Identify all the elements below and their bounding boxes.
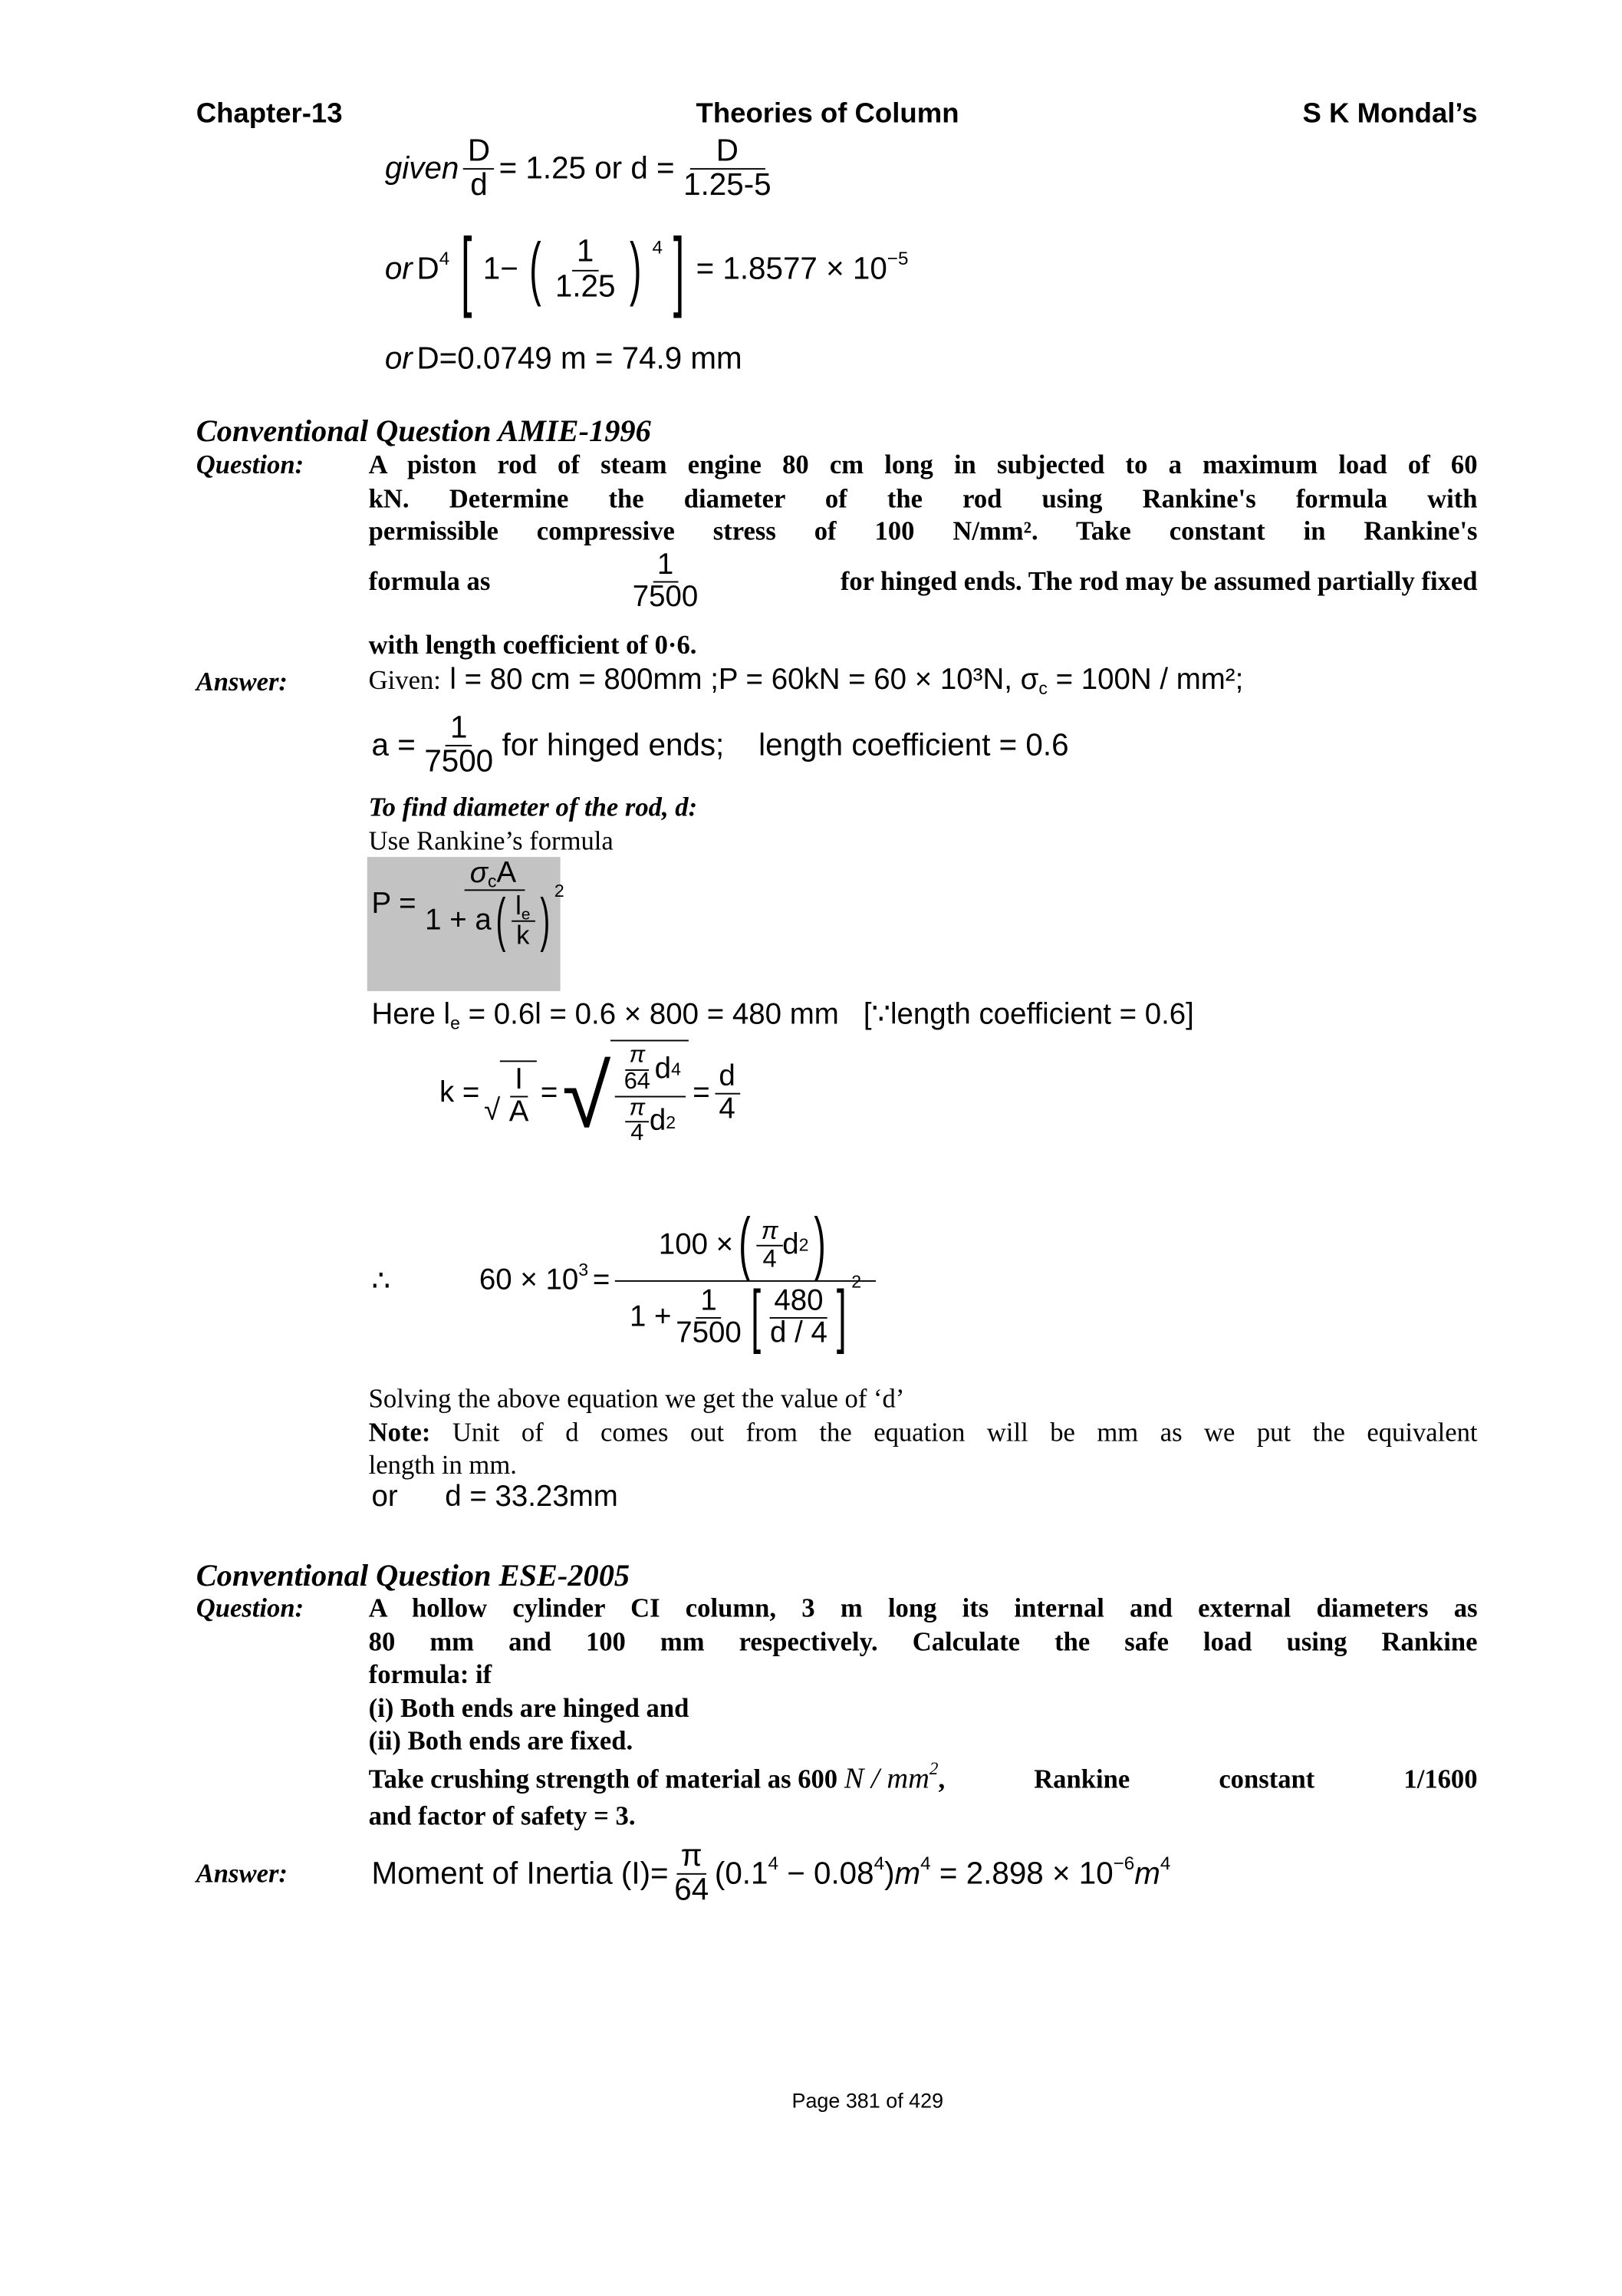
- load-equation: ∴ $60 \times 10^3$ = 100 × ( $\frac{\pi}{4}$ d 2 ) 1 + $\frac{1}{7500}$ [ $\frac{480}{d / 4}$ ] 2: [372, 1210, 877, 1353]
- question-line: formula: if: [368, 1659, 492, 1689]
- d4-equation: or $D^4$ [ 1− ( $\frac{1}{1.25}$ ) 4 ] = $1.8577 \times 10^{-5}$: [384, 219, 909, 319]
- answer-label: Answer:: [196, 667, 288, 697]
- chapter-label: Chapter-13: [196, 98, 343, 130]
- math-text: 1−: [482, 252, 518, 287]
- body-text: Use Rankine’s formula: [368, 825, 614, 856]
- question-line: and factor of safety = 3.: [368, 1800, 636, 1831]
- question-line: with length coefficient of 0·6.: [368, 629, 697, 660]
- fraction: $\sigma_cA$ 1 + a ( $\frac{l_e}{k}$ ) 2: [425, 857, 564, 954]
- d-result-equation: or D=0.0749 m = 74.9 mm: [384, 342, 742, 377]
- given-ratio-equation: [384, 133, 776, 203]
- fraction: $\frac{1}{1.25}$: [554, 235, 616, 304]
- question-line: (ii) Both ends are fixed.: [368, 1725, 633, 1756]
- math-text: = 1.25 or d =: [498, 151, 675, 186]
- question-line: 80 mm and 100 mm respectively. Calculate the safe load using Rankine: [368, 1626, 1478, 1657]
- question-line: A hollow cylinder CI column, 3 m long its internal and external diameters as: [368, 1593, 1478, 1622]
- question-line: (i) Both ends are hinged and: [368, 1693, 689, 1723]
- question-label: Question:: [196, 450, 304, 479]
- question-line: permissible compressive stress of 100 N/mm². Take constant in Rankine's: [368, 516, 1478, 546]
- question-line: kN. Determine the diameter of the rod using Rankine's formula with: [368, 483, 1478, 514]
- rankine-constant-line: a = $\frac{1}{7500}$ for hinged ends; length coefficient = 0.6: [371, 710, 1069, 779]
- fraction: $\frac{D}{1.25-5}$: [683, 133, 772, 203]
- page-title: Theories of Column: [696, 98, 959, 130]
- subheading: To find diameter of the rod, d:: [368, 792, 698, 822]
- math-text: = $1.8577 \times 10^{-5}$: [696, 249, 909, 287]
- effective-length-line: Here $l_e = 0.6l = 0.6 \times 800 = 480$ mm [∵length coefficient = 0.6]: [371, 998, 1194, 1034]
- body-text: Solving the above equation we get the value of ‘d’: [368, 1383, 905, 1413]
- radius-of-gyration-equation: k = √ $\frac{I}{A}$ = √ $\frac{\pi}{64}$ d 4 $\frac{\pi}{4}$ d 2 = $\frac{d}{4}$: [439, 1040, 740, 1148]
- note-text: Note: Unit of d comes out from the equation will be mm as we put the equivalent: [368, 1417, 1478, 1448]
- fraction: $\frac{D}{d}$: [463, 136, 495, 203]
- math-text: $D^4$: [416, 249, 450, 287]
- answer-label: Answer:: [196, 1858, 288, 1889]
- section-title: Conventional Question AMIE-1996: [196, 413, 651, 449]
- rankine-formula: P = $\sigma_cA$ 1 + a ( $\frac{l_e}{k}$ ) 2: [372, 858, 569, 950]
- page-number: Page 381 of 429: [791, 2088, 944, 2113]
- question-formula-line: formula as $\frac{1}{7500}$ for hinged ends. The rod may be assumed partially fixed: [368, 548, 1478, 614]
- math-text: given: [384, 151, 459, 186]
- given-line: Given: l = 80 cm = 800mm ;P = 60kN = 60 × 10³N, $\sigma_c = 100N / mm^2$;: [368, 664, 1244, 699]
- question-label: Question:: [196, 1593, 304, 1622]
- result-line: or d = 33.23mm: [371, 1481, 618, 1514]
- fraction: $\frac{1}{7500}$: [632, 548, 699, 614]
- note-text: length in mm.: [368, 1450, 517, 1480]
- fraction: $\frac{1}{7500}$: [424, 710, 494, 779]
- question-line: Take crushing strength of material as 600 N / $mm^2$ , Rankine constant 1/1600: [368, 1757, 1478, 1795]
- math-text: or: [384, 252, 413, 287]
- moment-of-inertia-equation: Moment of Inertia (I)= $\frac{\pi}{64}$ $(0.1^4 - 0.08^4)m^4 = 2.898 \times 10^{-6}m^4$: [371, 1839, 1171, 1908]
- question-line: A piston rod of steam engine 80 cm long in subjected to a maximum load of 60: [368, 450, 1478, 479]
- section-title: Conventional Question ESE-2005: [196, 1557, 630, 1593]
- author-label: S K Mondal’s: [1302, 98, 1478, 130]
